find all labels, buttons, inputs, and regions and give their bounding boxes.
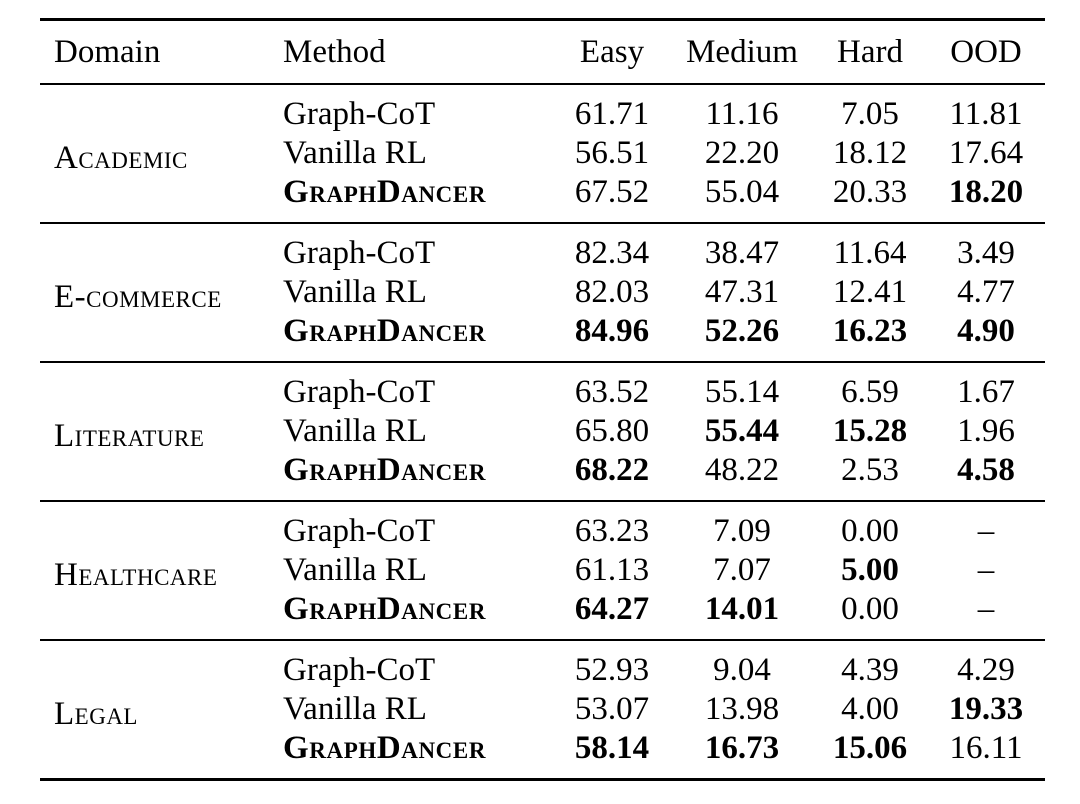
ood-cell: 11.81: [949, 96, 1023, 132]
method-cell: Graph-CoT: [283, 235, 436, 271]
ood-cell: 19.33: [948, 691, 1024, 727]
hard-cell: 6.59: [841, 374, 899, 410]
easy-cell: 64.27: [574, 591, 650, 627]
hard-cell: 15.28: [832, 413, 908, 449]
medium-cell: 11.16: [705, 96, 779, 132]
medium-cell: 22.20: [704, 135, 780, 171]
easy-cell: 82.34: [574, 235, 650, 271]
results-table-container: [40, 18, 1045, 781]
method-cell: GraphDancer: [283, 174, 487, 210]
easy-cell: 82.03: [574, 274, 650, 310]
header-row: [40, 20, 1045, 85]
group-e-commerce: [40, 223, 1045, 362]
medium-cell: 16.73: [704, 730, 780, 766]
medium-cell: 55.44: [704, 413, 780, 449]
method-cell: Graph-CoT: [283, 513, 436, 549]
easy-cell: 58.14: [574, 730, 650, 766]
results-table: [40, 18, 1045, 781]
medium-cell: 14.01: [704, 591, 780, 627]
easy-cell: 63.23: [574, 513, 650, 549]
easy-cell: 65.80: [574, 413, 650, 449]
ood-cell: –: [977, 513, 995, 549]
ood-cell: 4.77: [957, 274, 1015, 310]
easy-cell: 67.52: [574, 174, 650, 210]
group-legal: [40, 640, 1045, 780]
domain-label: Academic: [54, 140, 188, 176]
medium-cell: 7.09: [713, 513, 771, 549]
hard-cell: 0.00: [841, 513, 899, 549]
hard-cell: 7.05: [841, 96, 899, 132]
easy-cell: 63.52: [574, 374, 650, 410]
header-ood: OOD: [950, 33, 1022, 70]
medium-cell: 38.47: [704, 235, 780, 271]
easy-cell: 84.96: [574, 313, 650, 349]
method-cell: GraphDancer: [283, 591, 487, 627]
table-row: [40, 640, 1045, 690]
header-easy: Easy: [579, 33, 645, 70]
ood-cell: 1.96: [957, 413, 1015, 449]
easy-cell: 56.51: [574, 135, 650, 171]
table-row: [40, 84, 1045, 134]
method-cell: Graph-CoT: [283, 652, 436, 688]
header-medium: Medium: [686, 33, 798, 70]
hard-cell: 0.00: [841, 591, 899, 627]
ood-cell: 18.20: [948, 174, 1024, 210]
hard-cell: 18.12: [832, 135, 908, 171]
method-cell: GraphDancer: [283, 730, 487, 766]
domain-label: Legal: [54, 696, 138, 732]
ood-cell: 16.11: [949, 730, 1023, 766]
method-cell: Vanilla RL: [283, 691, 427, 727]
easy-cell: 68.22: [574, 452, 650, 488]
ood-cell: 4.29: [957, 652, 1015, 688]
medium-cell: 9.04: [713, 652, 771, 688]
ood-cell: 17.64: [948, 135, 1024, 171]
medium-cell: 7.07: [713, 552, 771, 588]
easy-cell: 52.93: [574, 652, 650, 688]
hard-cell: 5.00: [841, 552, 899, 588]
medium-cell: 13.98: [704, 691, 780, 727]
header-domain: Domain: [54, 33, 161, 70]
method-cell: Graph-CoT: [283, 96, 436, 132]
easy-cell: 61.71: [574, 96, 650, 132]
hard-cell: 4.00: [841, 691, 899, 727]
group-academic: [40, 84, 1045, 223]
method-cell: Graph-CoT: [283, 374, 436, 410]
method-cell: Vanilla RL: [283, 413, 427, 449]
medium-cell: 52.26: [704, 313, 780, 349]
hard-cell: 11.64: [833, 235, 907, 271]
table-row: [40, 501, 1045, 551]
hard-cell: 20.33: [832, 174, 908, 210]
table-row: [40, 223, 1045, 273]
ood-cell: 4.58: [957, 452, 1015, 488]
method-cell: Vanilla RL: [283, 552, 427, 588]
hard-cell: 15.06: [832, 730, 908, 766]
header-method: Method: [283, 33, 386, 70]
medium-cell: 48.22: [704, 452, 780, 488]
easy-cell: 61.13: [574, 552, 650, 588]
ood-cell: 3.49: [957, 235, 1015, 271]
table-header: [40, 20, 1045, 85]
group-literature: [40, 362, 1045, 501]
ood-cell: –: [977, 591, 995, 627]
medium-cell: 55.04: [704, 174, 780, 210]
hard-cell: 12.41: [832, 274, 908, 310]
easy-cell: 53.07: [574, 691, 650, 727]
hard-cell: 4.39: [841, 652, 899, 688]
medium-cell: 47.31: [704, 274, 780, 310]
ood-cell: –: [977, 552, 995, 588]
header-hard: Hard: [837, 33, 903, 70]
domain-label: E-commerce: [54, 279, 222, 315]
ood-cell: 4.90: [957, 313, 1015, 349]
ood-cell: 1.67: [957, 374, 1015, 410]
domain-label: Literature: [54, 418, 205, 454]
method-cell: Vanilla RL: [283, 135, 427, 171]
hard-cell: 16.23: [832, 313, 908, 349]
method-cell: GraphDancer: [283, 313, 487, 349]
hard-cell: 2.53: [841, 452, 899, 488]
domain-label: Healthcare: [54, 557, 218, 593]
method-cell: Vanilla RL: [283, 274, 427, 310]
medium-cell: 55.14: [704, 374, 780, 410]
method-cell: GraphDancer: [283, 452, 487, 488]
group-healthcare: [40, 501, 1045, 640]
table-row: [40, 362, 1045, 412]
